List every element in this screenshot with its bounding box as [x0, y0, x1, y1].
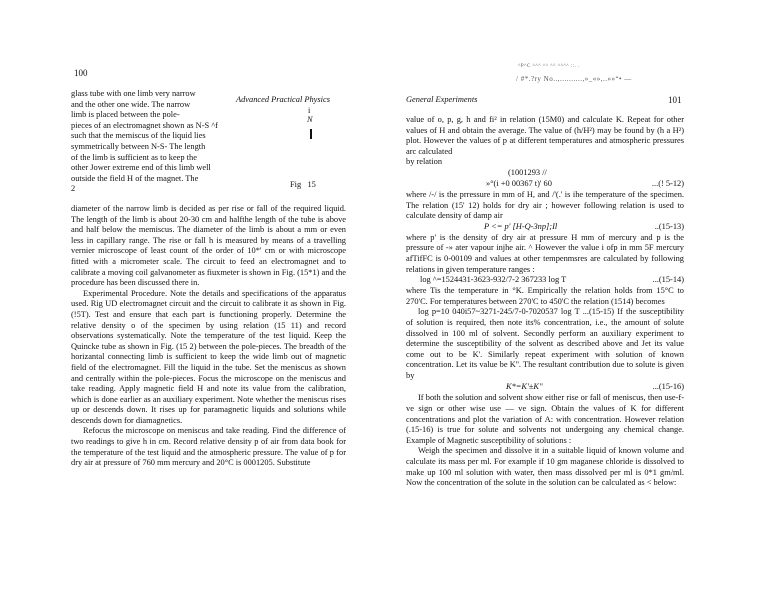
text-line: glass tube with one limb very narrow: [71, 89, 196, 98]
right-page-number: 101: [668, 95, 682, 105]
figure-mark-n: N: [307, 115, 313, 124]
left-wrapped-text: [71, 89, 271, 195]
equation-number: ..(15-13): [654, 221, 684, 231]
equation-15-16: [406, 381, 684, 393]
left-body: [71, 204, 346, 469]
paragraph: Refocus the microscope on meniscus and take reading. Find the difference of two readings to give h in cm. Record relative density p of air from data book for the temperature of the test liquid and the atmospheric pressure. The value of p for dry air at pressure of 760 mm mercury and 20°C is 0001205. Substitute: [71, 426, 346, 468]
equation-number: ...(! 5-12): [651, 178, 684, 188]
figure-15-2: [270, 106, 350, 196]
equation-denominator: »°(i +0 00367 t)' 60: [486, 178, 552, 188]
paragraph: where p' is the density of dry air at pressure H mm of mercury and p is the pressure of -» ater vapour injhe air. ^ However the value i ofp in mm 5F mercury afTifFC is 0-00109 and values at other tempenmsres are calculated by following relations in given temperature ranges :: [406, 232, 684, 274]
figure-mark-top: i: [308, 106, 311, 115]
scan-noise-line: / #*.?ry No..,..........,»_«»,..»»“• —: [516, 75, 632, 83]
paragraph: Weigh the specimen and dissolve it in a suitable liquid of known volume and calculate its mass per ml. For example if 10 gm maganese chloride is dissolved to make up 100 ml solution with water, then mass dissolved per ml is 0*1 gm/ml. Now the concentration of the solute in the solution can be calculated as < below:: [406, 446, 684, 488]
paragraph: diameter of the narrow limb is decided as per rise or fall of the required liquid. The length of the limb is about 20-30 cm and halfthe length of the tube is above and half below the memiscus. The diameter of the limb is about a mm or even less in capillary range. The rise or fall h is measured by means of a travelling vernier microscope of least count of the order of 10*' cm or with microscope fitted with a micrometer scale. The circuit to feed an electromagnet and to calibrate a moving coil galvanometer as fiuxmeter is shown in Fig. (15*1) and the procedure has been discussed there in.: [71, 204, 346, 288]
right-running-header: General Experiments: [406, 95, 478, 104]
text-line: other Jower extreme end of this limb well: [71, 163, 211, 173]
equation-body: K*=K'±K'': [506, 382, 543, 392]
text-line: and the other one wide. The narrow: [71, 99, 191, 109]
text-line: outside the field H of the magnet. The: [71, 173, 199, 183]
scan-noise-top: ^P^C ^^^ ^^ ^^ ^^^^ ::. .: [518, 64, 580, 69]
left-page-number: 100: [74, 68, 88, 78]
equation-numerator: (1001293 //: [508, 167, 547, 177]
paragraph: If both the solution and solvent show either rise or fall of meniscus, then use-f-ve sign or other wise use — ve sign. Obtain the values of K for different concentrations and plot the variation of A: with concentration. However relation (.15-16) is true for solute and solvents not undergoing any chemical change. Example of Magnetic susceptibility of solutions :: [406, 393, 684, 445]
equation-number: ...(15-14): [652, 275, 684, 285]
text-line: of the limb is sufficient as to keep the: [71, 152, 197, 162]
paragraph: log p=10 040i57~3271-245/7-0-7020537 log T ...(15-15) If the susceptibility of solution is required, then note its% concentration, i.e., the amount of solute dissolved in 100 ml of solvent. Secondly perform an auxiliary experiment to determine the susceptibility of the solvent as described above and Jet its value come out to be K'. Similarly repeat experiment with solution of known concentration. Let its value be K''. The resultant contribution due to solute is given by: [406, 307, 684, 380]
figure-pole-piece: [310, 129, 312, 139]
paragraph: by relation: [406, 157, 443, 167]
equation-15-13: [406, 222, 684, 233]
paragraph: value of o, p, g, h and fi² in relation (15M0) and calculate K. Repeat for other values of H and obtain the average. The value of (h/H²) may be found by (h a H²) plot. However the values of p at different temperatures and atmospheric pressures arc calculated: [406, 115, 684, 156]
right-body: [406, 115, 684, 489]
text-line: pieces of an electromagnet shown as N-S ^f: [71, 120, 218, 130]
equation-15-12: [406, 168, 684, 190]
paragraph: where Tis the temperature in °K. Empirically the relation holds from 15°C to 270'C. For temperatures between 270'C to 450'C the relation (1514) becomes: [406, 286, 684, 306]
text-line: limb is placed between the pole-: [71, 110, 180, 120]
figure-caption: Fig 15: [290, 180, 316, 189]
paragraph: where /-/ is the prressure in mm of H, and /'(.' is ihe temperature of the specimen. The relation (15' 12) holds for dry air ; however following relation is used to calculate density of damp air: [406, 189, 684, 221]
equation-body: log ^=1524431-3623-932/7-2 367233 log T: [420, 275, 567, 285]
equation-15-14: [406, 275, 684, 286]
text-line: symmetrically between N-S- The length: [71, 141, 206, 151]
equation-body: P <= p' [H-Q-3np];Il: [484, 221, 558, 231]
left-running-header: Advanced Practical Physics: [236, 95, 330, 104]
equation-number: ...(15-16): [652, 382, 684, 392]
figure-number: 2: [71, 184, 76, 194]
text-line: such that the memiscus of the liquid lies: [71, 131, 206, 141]
paragraph: Experimental Procedure. Note the details and specifications of the apparatus used. Rig UD electromagnet circuit and the circuit to calibrate it as shown in Fig. (!5T). Test and ensure that each part is functioning properly. Determine the relative density o of the specimen by using relation (15 11) and record observations systematically. Note the temperature of the test liquid. Keep the Quincke tube as shown in Fig. (15 2) between the pole-pieces. The breadth of the horizantal connecting limb is sufficient to keep the wide limb out of magnetic field of the electromagnet. Fill the liquid in the tube. Set the meniscus as shown and centrally within the pole-pieces. Focus the microscope on the meniscus and take reading. Apply magnetic field H and note its value from the calibration, which is done earlier as an auxiliary experiment. Note whether the meniscus rises up or descends down. It rises up for paramagnetic liquids and solutions while descends down for diamagnetics.: [71, 288, 346, 425]
